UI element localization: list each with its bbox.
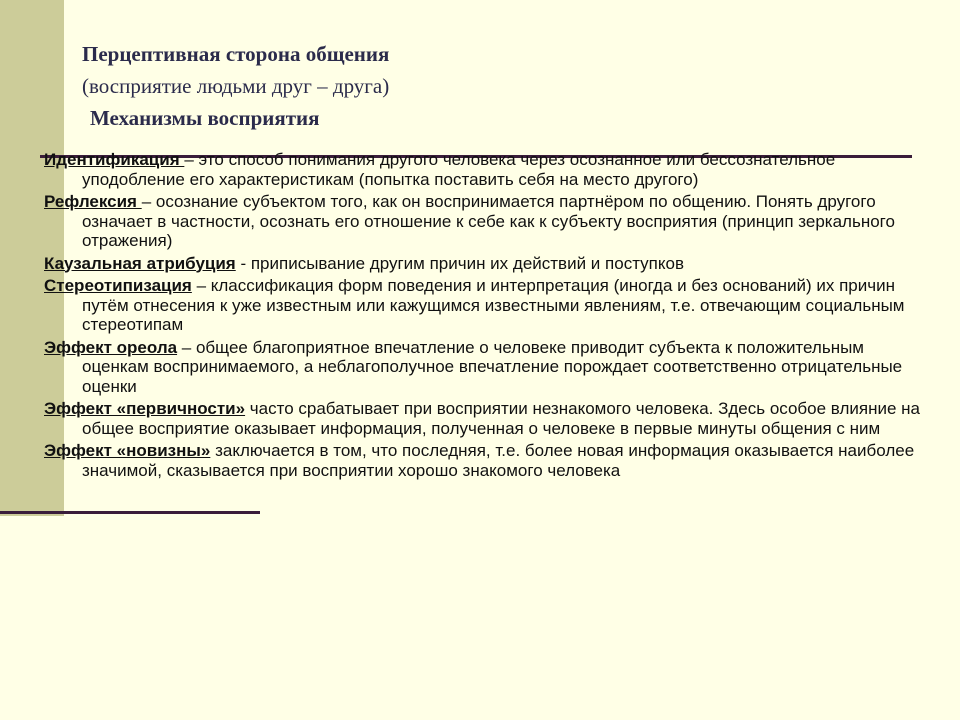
entry-term: Эффект «новизны» — [44, 441, 211, 460]
definitions-list — [44, 150, 934, 483]
entry-reflection — [44, 192, 934, 251]
entry-novelty-effect — [44, 441, 934, 480]
entry-term: Эффект ореола — [44, 337, 178, 357]
entry-text: - приписывание другим причин их действий и поступков — [235, 253, 684, 273]
title-line-1: Перцептивная сторона общения — [82, 42, 390, 66]
title-line-3: Механизмы восприятия — [90, 106, 320, 130]
entry-term: Каузальная атрибуция — [44, 253, 236, 273]
entry-term: Эффект «первичности» — [44, 399, 246, 418]
bottom-divider — [0, 511, 260, 514]
entry-identification — [44, 150, 934, 189]
slide-title — [82, 38, 389, 134]
entry-term: Идентификация — [44, 150, 185, 169]
entry-text: заключается в том, что последняя, т.е. более новая информация оказывается наиболее значимой, сказывается при восприятии хорошо знакомого человека — [82, 441, 915, 480]
entry-text: часто срабатывает при восприятии незнакомого человека. Здесь особое влияние на общее восприятие оказывает информация, полученная о человеке в первые минуты общения с ним — [82, 399, 920, 438]
entry-text: – общее благоприятное впечатление о человеке приводит субъекта к положительным оценкам воспринимаемого, а неблагополучное впечатление порождает соответственно отрицательные оценки — [82, 337, 903, 396]
entry-text: – осознание субъектом того, как он воспринимается партнёром по общению. Понять другого означает в частности, осознать его отношение к себе как к субъекту восприятия (принцип зеркального отражения) — [82, 192, 895, 250]
entry-primacy-effect — [44, 399, 934, 438]
entry-term: Стереотипизация — [44, 276, 192, 295]
entry-causal-attribution — [44, 254, 934, 274]
entry-halo-effect — [44, 338, 934, 397]
entry-stereotyping — [44, 276, 934, 335]
entry-term: Рефлексия — [44, 192, 142, 211]
entry-text: – это способ понимания другого человека через осознанное или бессознательное уподобление его характеристикам (попытка поставить себя на место другого) — [82, 150, 836, 189]
title-line-2: (восприятие людьми друг – друга) — [82, 74, 390, 98]
entry-text: – классификация форм поведения и интерпретация (иногда и без оснований) их причин путём отнесения к уже известным или кажущимся известными явлениям, т.е. отвечающим социальным стереотипам — [82, 276, 905, 334]
